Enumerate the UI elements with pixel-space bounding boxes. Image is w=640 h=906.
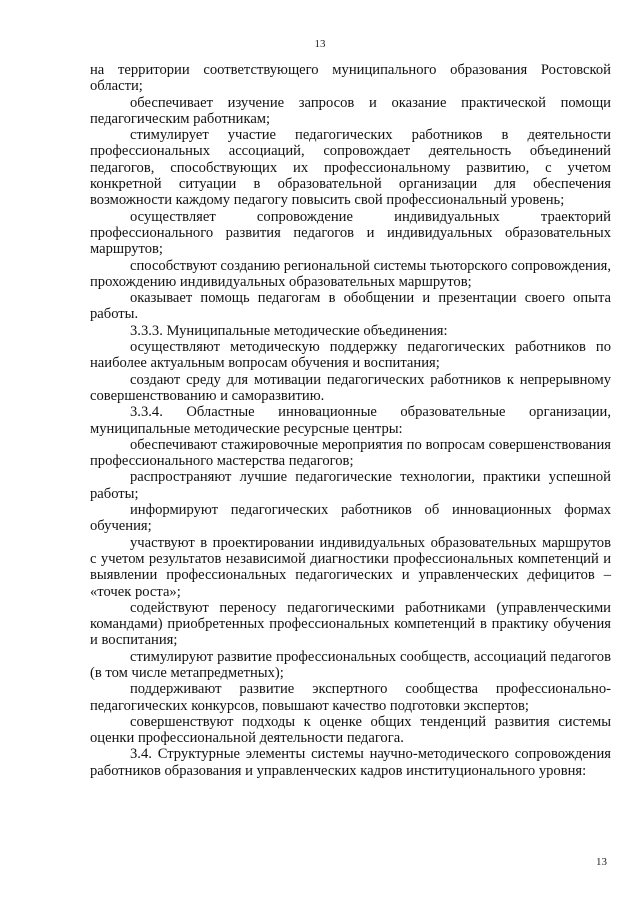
paragraph: осуществляет сопровождение индивидуальных траекторий профессионального развития педагогов и индивидуальных образовательных маршрутов;	[90, 208, 611, 258]
paragraph: совершенствуют подходы к оценке общих тенденций развития системы оценки профессиональной деятельности педагога.	[90, 713, 611, 747]
page-number-bottom: 13	[596, 856, 607, 868]
paragraph: оказывает помощь педагогам в обобщении и презентации своего опыта работы.	[90, 290, 611, 323]
section-heading: 3.4. Структурные элементы системы научно-методического сопровождения работников образования и управленческих кадров институционального уровня:	[90, 746, 611, 779]
section-heading: 3.3.3. Муниципальные методические объединения:	[130, 322, 448, 339]
paragraph: участвуют в проектировании индивидуальных образовательных маршрутов с учетом результатов независимой диагностики профессиональных компетенций и выявлении профессиональных педагогических и управленческих дефицитов – «точек роста»;	[90, 534, 611, 600]
paragraph: создают среду для мотивации педагогических работников к непрерывному совершенствованию и саморазвитию.	[90, 371, 611, 404]
paragraph: осуществляют методическую поддержку педагогических работников по наиболее актуальным вопросам обучения и воспитания;	[90, 339, 611, 372]
paragraph: распространяют лучшие педагогические технологии, практики успешной работы;	[90, 469, 611, 502]
paragraph-continuation: на территории соответствующего муниципального образования Ростовской области;	[90, 62, 611, 95]
paragraph: информируют педагогических работников об инновационных формах обучения;	[90, 502, 611, 535]
paragraph: поддерживают развитие экспертного сообщества профессионально-педагогических конкурсов, повышают качество подготовки экспертов;	[90, 681, 611, 714]
paragraph: способствуют созданию региональной системы тьюторского сопровождения, прохождению индивидуальных образовательных маршрутов;	[90, 257, 611, 290]
page-number-top: 13	[314, 38, 326, 50]
section-heading: 3.3.4. Областные инновационные образовательные организации, муниципальные методические ресурсные центры:	[90, 404, 611, 437]
paragraph: обеспечивают стажировочные мероприятия по вопросам совершенствования профессионального мастерства педагогов;	[90, 436, 611, 470]
paragraph: обеспечивает изучение запросов и оказание практической помощи педагогическим работникам;	[90, 94, 611, 127]
paragraph: стимулирует участие педагогических работников в деятельности профессиональных ассоциаций, сопровождает деятельность объединений педагогов, способствующих их профессиональному развитию, с учетом конкретной ситуации в образовательной организации для обеспечения возможности каждому педагогу повысить свой профессиональный уровень;	[90, 127, 611, 209]
paragraph: стимулируют развитие профессиональных сообществ, ассоциаций педагогов (в том числе метапредметных);	[90, 648, 611, 681]
document-body	[90, 62, 611, 779]
paragraph: содействуют переносу педагогическими работниками (управленческими командами) приобретенных профессиональных компетенций в практику обучения и воспитания;	[90, 599, 611, 649]
